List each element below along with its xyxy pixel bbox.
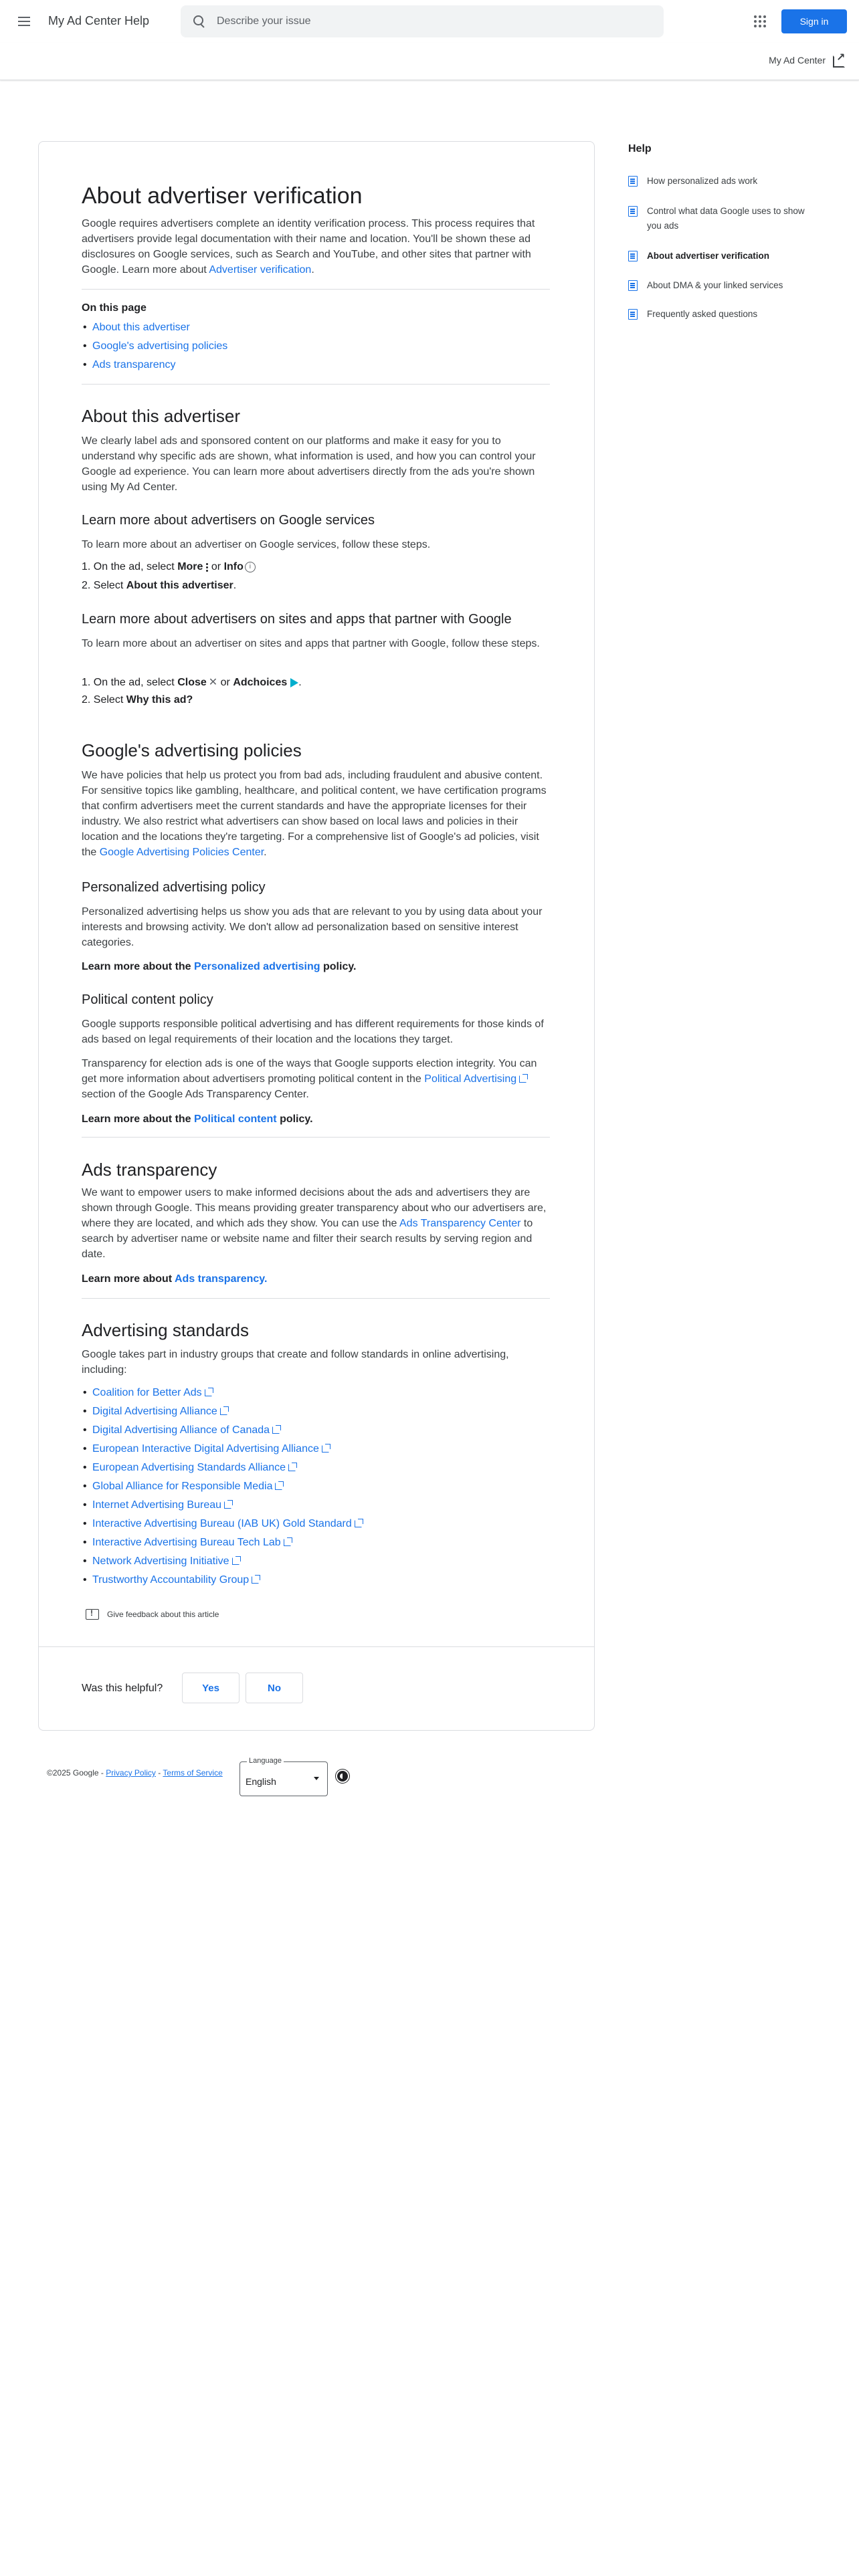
external-link-icon: [519, 1075, 527, 1083]
menu-icon: [18, 17, 30, 18]
external-link-icon: [284, 1539, 291, 1546]
partner-step-1: 1. On the ad, select Close ✕ or Adchoices .: [82, 677, 302, 688]
article-icon: [628, 309, 638, 320]
helpful-yes-button[interactable]: Yes: [182, 1673, 240, 1703]
search-input[interactable]: [217, 15, 632, 27]
transparency-learn-more: Learn more about Ads transparency.: [82, 1273, 268, 1285]
section-title-advertising-standards: Advertising standards: [82, 1320, 250, 1340]
section-title-personalized: Personalized advertising policy: [82, 880, 266, 895]
article-icon: [628, 251, 638, 261]
sidebar-item-advertiser-verification[interactable]: About advertiser verification: [628, 249, 849, 263]
personalized-advertising-link[interactable]: Personalized advertising: [194, 961, 320, 972]
toc-title: On this page: [82, 302, 147, 314]
about-advertiser-text: We clearly label ads and sponsored content on our platforms and make it easy for you to understand why specific ads are shown, what information is used, and how you can control your Google ad experience. You can learn more about advertisers directly from the ads you're shown using My Ad Center.: [82, 435, 536, 493]
external-link-icon: [288, 1464, 296, 1471]
sidebar-item-personalized-ads[interactable]: How personalized ads work: [628, 174, 849, 189]
footer: ©2025 Google - Privacy Policy - Terms of Service: [47, 1768, 223, 1778]
divider: [82, 1137, 550, 1138]
divider: [82, 289, 550, 290]
my-ad-center-label: My Ad Center: [769, 55, 826, 66]
adchoices-icon: [289, 678, 298, 687]
external-link-icon: [205, 1389, 212, 1396]
article-icon: [628, 176, 638, 187]
google-step-2: 2. Select About this advertiser.: [82, 580, 237, 591]
external-link-icon: [232, 1558, 240, 1565]
divider: [82, 1298, 550, 1299]
copyright: ©2025 Google: [47, 1768, 99, 1778]
external-link-icon: [322, 1445, 329, 1453]
feedback-icon: [86, 1609, 99, 1620]
section-title-political: Political content policy: [82, 992, 213, 1007]
google-apps-icon[interactable]: [752, 13, 768, 29]
standards-link[interactable]: Coalition for Better Ads: [92, 1387, 212, 1399]
standards-text: Google takes part in industry groups that create and follow standards in online advertising, including:: [82, 1349, 509, 1376]
toc-link-about-advertiser[interactable]: About this advertiser: [92, 322, 190, 333]
personalized-learn-more: Learn more about the Personalized advertising policy.: [82, 961, 357, 972]
personalized-text: Personalized advertising helps us show you ads that are relevant to you by using data about your interests and browsing activity. We don't allow ad personalization based on sensitive interest categories.: [82, 906, 543, 948]
divider: [38, 1646, 595, 1647]
learn-partner-text: To learn more about an advertiser on sites and apps that partner with Google, follow these steps.: [82, 638, 540, 649]
standards-link[interactable]: Internet Advertising Bureau: [92, 1499, 231, 1511]
external-link-icon: [224, 1501, 231, 1509]
main-menu-button[interactable]: [13, 11, 35, 32]
language-label: Language: [247, 1757, 284, 1765]
dropdown-arrow-icon: [314, 1777, 319, 1780]
sidebar-item-dma[interactable]: About DMA & your linked services: [628, 278, 849, 293]
toc-link-ads-transparency[interactable]: Ads transparency: [92, 359, 176, 370]
standards-link[interactable]: Global Alliance for Responsible Media: [92, 1481, 282, 1493]
info-icon: i: [245, 562, 256, 572]
theme-toggle-icon[interactable]: [335, 1768, 351, 1784]
privacy-policy-link[interactable]: Privacy Policy: [106, 1768, 156, 1778]
sidebar-item-control-data[interactable]: Control what data Google uses to show you ads: [628, 204, 849, 233]
standards-link[interactable]: Network Advertising Initiative: [92, 1555, 240, 1568]
feedback-link[interactable]: [86, 1609, 219, 1620]
my-ad-center-link[interactable]: [769, 53, 846, 67]
external-link-icon: [275, 1483, 282, 1490]
ads-transparency-link[interactable]: Ads transparency.: [175, 1273, 268, 1285]
standards-link[interactable]: Digital Advertising Alliance: [92, 1406, 227, 1418]
section-title-ads-transparency: Ads transparency: [82, 1160, 217, 1180]
terms-of-service-link[interactable]: Terms of Service: [163, 1768, 223, 1778]
divider: [82, 384, 550, 385]
standards-link[interactable]: Trustworthy Accountability Group: [92, 1574, 259, 1586]
section-title-about-advertiser: About this advertiser: [82, 406, 241, 426]
section-title-learn-google: Learn more about advertisers on Google services: [82, 513, 375, 528]
external-link-icon: [220, 1408, 227, 1415]
sign-in-button[interactable]: Sign in: [781, 9, 847, 33]
learn-google-text: To learn more about an advertiser on Google services, follow these steps.: [82, 539, 431, 550]
standards-link[interactable]: European Advertising Standards Alliance: [92, 1462, 296, 1474]
section-title-advertising-policies: Google's advertising policies: [82, 740, 302, 760]
feedback-label: Give feedback about this article: [107, 1610, 219, 1619]
standards-link[interactable]: European Interactive Digital Advertising Alliance: [92, 1443, 329, 1455]
article-icon: [628, 280, 638, 291]
external-link-icon: [272, 1426, 280, 1434]
helpful-question: Was this helpful?: [82, 1683, 163, 1694]
more-vert-icon: [205, 562, 208, 572]
partner-step-2: 2. Select Why this ad?: [82, 694, 193, 706]
policies-center-link[interactable]: Google Advertising Policies Center: [99, 847, 264, 858]
political-learn-more: Learn more about the Political content policy.: [82, 1113, 313, 1125]
advertiser-verification-link[interactable]: Advertiser verification: [209, 264, 312, 276]
close-icon: ✕: [208, 677, 218, 688]
transparency-text: We want to empower users to make informed decisions about the ads and advertisers they are shown through Google. This means providing greater transparency about who our advertisers are, where they are located, and which ads they show. You can use the Ads Transparency Center to search by advertiser name or website name and filter their search results by serving region and date.: [82, 1187, 547, 1260]
intro-text: Google requires advertisers complete an identity verification process. This process requires that advertisers provide legal documentation with their name and location. You'll be shown these ad disclosures on Google services, such as Search and YouTube, and other sites that partner with Google. Learn more about Advertiser verification.: [82, 218, 535, 276]
section-title-learn-partner: Learn more about advertisers on sites and apps that partner with Google: [82, 612, 512, 627]
article-title: About advertiser verification: [82, 183, 363, 209]
standards-link[interactable]: Interactive Advertising Bureau (IAB UK) Gold Standard: [92, 1518, 362, 1530]
external-link-icon: [252, 1576, 259, 1584]
top-header: [0, 0, 859, 43]
search-icon: [193, 15, 206, 28]
language-value: English: [246, 1776, 276, 1787]
sub-header: [0, 43, 859, 80]
standards-link[interactable]: Interactive Advertising Bureau Tech Lab: [92, 1537, 291, 1549]
political-text-1: Google supports responsible political advertising and has different requirements for those kinds of ads based on legal requirements of their location and the locations they target.: [82, 1018, 544, 1045]
search-box[interactable]: [181, 5, 664, 37]
standards-link[interactable]: Digital Advertising Alliance of Canada: [92, 1424, 280, 1436]
helpful-no-button[interactable]: No: [246, 1673, 303, 1703]
sidebar-title: Help: [628, 143, 652, 154]
political-text-2: Transparency for election ads is one of the ways that Google supports election integrity. You can get more information about advertisers promoting political content in the Political Advertising section of the Google Ads Transparency Center.: [82, 1058, 537, 1100]
external-link-icon: [355, 1520, 362, 1527]
google-step-1: 1. On the ad, select More or Info i: [82, 561, 256, 573]
language-select[interactable]: [240, 1757, 328, 1796]
policies-text: We have policies that help us protect you from bad ads, including fraudulent and abusive content. For sensitive topics like gambling, healthcare, and political content, we have certification programs that confirm advertisers meet the current standards and have the appropriate licenses for their industry. We also restrict what advertisers can show based on local laws and policies in their location and the locations they're targeting. For a comprehensive list of Google's ad policies, visit the Google Advertising Policies Center.: [82, 770, 547, 858]
ads-transparency-center-link[interactable]: Ads Transparency Center: [399, 1218, 521, 1229]
sidebar-item-faq[interactable]: Frequently asked questions: [628, 307, 849, 322]
open-in-new-icon: [832, 53, 846, 67]
toc-link-advertising-policies[interactable]: Google's advertising policies: [92, 340, 228, 352]
article-icon: [628, 206, 638, 217]
political-content-link[interactable]: Political content: [194, 1113, 277, 1125]
product-title[interactable]: My Ad Center Help: [48, 14, 150, 27]
political-advertising-link[interactable]: Political Advertising: [424, 1073, 527, 1085]
